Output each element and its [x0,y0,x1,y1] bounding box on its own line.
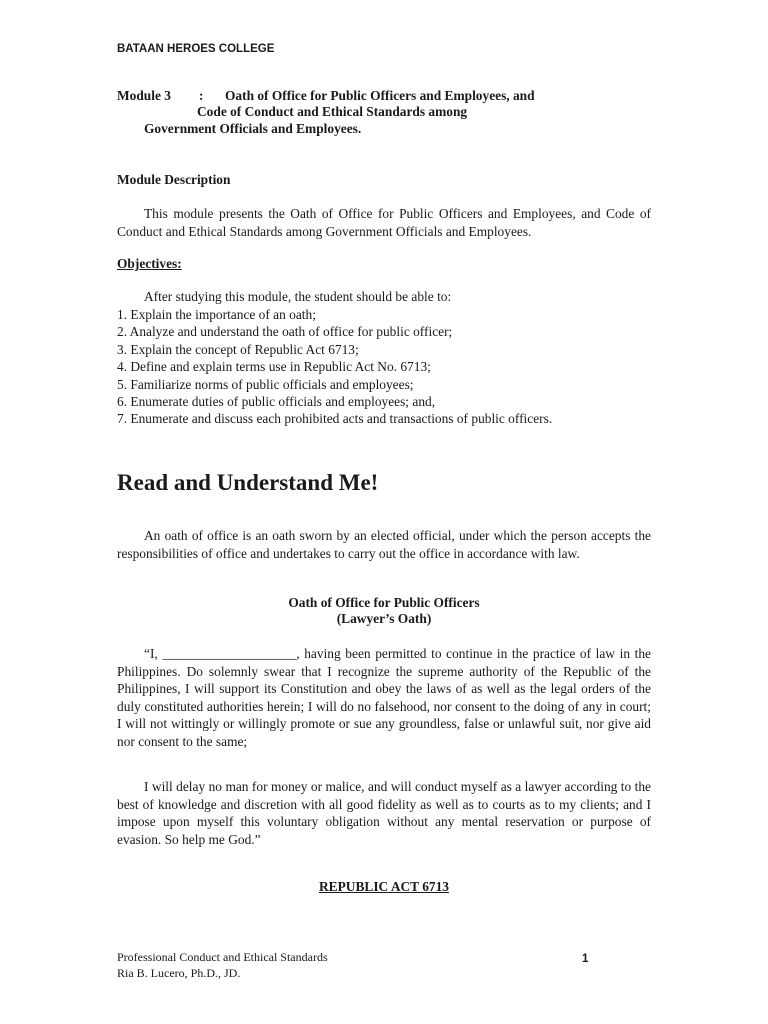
objectives-heading: Objectives: [117,256,182,271]
oath-subtitle: (Lawyer’s Oath) [336,611,432,626]
module-title-line-2: Code of Conduct and Ethical Standards among [197,104,468,119]
oath-paragraph-1: “I, ____________________, having been permitted to continue in the practice of law in the Philippines. Do solemnly swear that I recognize the supreme authority of the Republic of the Philippines, I will support its Constitution and obey the laws of as well as the legal orders of the duly constituted authorities herein; I will do no falsehood, nor consent to the doing of any in court; I will not wittingly or willingly promote or sue any groundless, false or unlawful suit, nor give aid nor consent to the same; [117,646,651,749]
objectives-list [117,306,552,428]
module-number: Module 3 [117,88,171,103]
module-title-line-1 [117,88,535,104]
oath-intro-paragraph: An oath of office is an oath sworn by an elected official, under which the person accepts the responsibilities of office and undertakes to carry out the office in accordance with law. [117,528,651,561]
page-number: 1 [582,953,589,965]
oath-paragraph-2: I will delay no man for money or malice, and will conduct myself as a lawyer according to the best of knowledge and discretion with all good fidelity as well as to courts as to my clients; and I impose upon myself this voluntary obligation without any mental reservation or purpose of evasion. So help me God.” [117,779,651,847]
module-separator: : [199,88,204,103]
objective-item: 1. Explain the importance of an oath; [117,307,316,322]
objective-item: 4. Define and explain terms use in Republic Act No. 6713; [117,359,431,375]
objectives-intro: After studying this module, the student should be able to: [144,289,452,304]
objective-item: 5. Familiarize norms of public officials and employees; [117,376,414,392]
footer-course: Professional Conduct and Ethical Standards [117,950,328,964]
oath-title: Oath of Office for Public Officers [288,595,480,610]
module-description-heading: Module Description [117,172,231,187]
module-description-body: This module presents the Oath of Office for Public Officers and Employees, and Code of Conduct and Ethical Standards among Government Officials and Employees. [117,206,651,239]
footer-author: Ria B. Lucero, Ph.D., JD. [117,966,241,980]
objective-item: 3. Explain the concept of Republic Act 6713; [117,341,359,357]
module-title-text-1: Oath of Office for Public Officers and Employees, and [225,88,535,103]
college-header: BATAAN HEROES COLLEGE [117,43,275,55]
module-title-line-3: Government Officials and Employees. [144,121,362,136]
read-and-understand-heading: Read and Understand Me! [117,470,379,495]
objective-item: 6. Enumerate duties of public officials and employees; and, [117,394,436,410]
objective-item: 7. Enumerate and discuss each prohibited acts and transactions of public officers. [117,411,553,427]
objective-item: 2. Analyze and understand the oath of office for public officer; [117,324,453,340]
republic-act-heading: REPUBLIC ACT 6713 [319,879,449,894]
